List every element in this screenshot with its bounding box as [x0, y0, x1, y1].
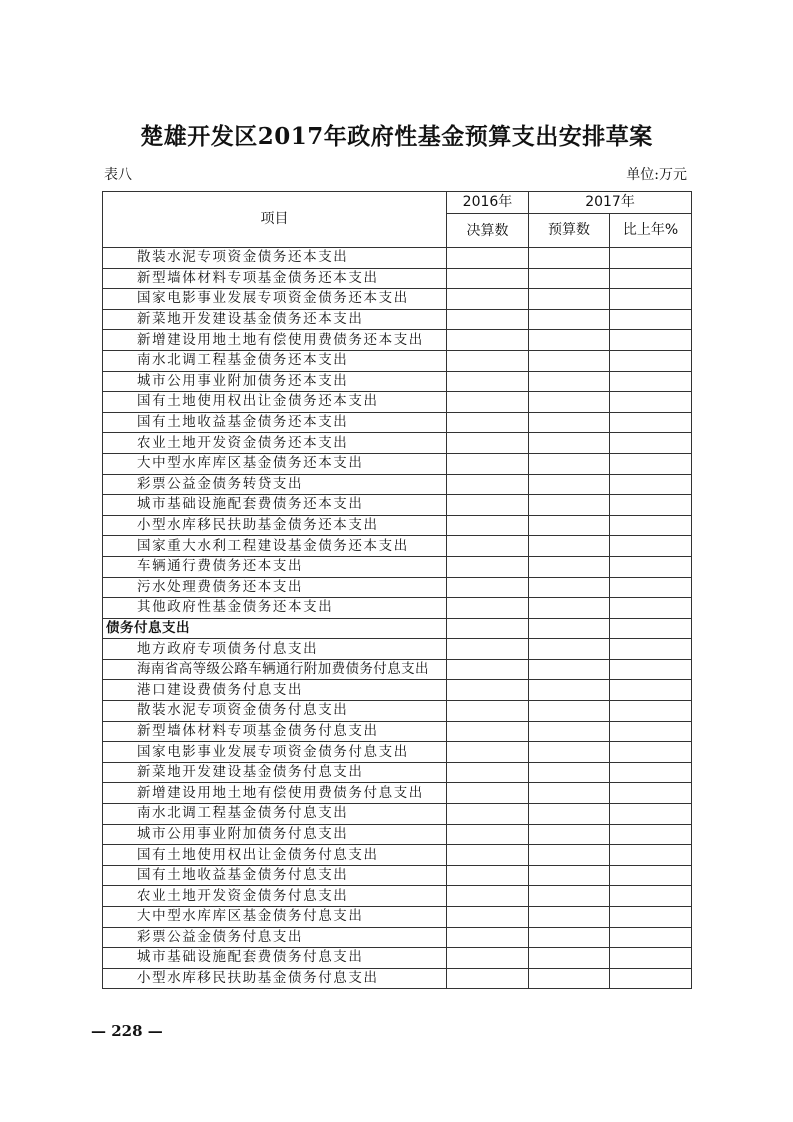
vs-last-year-cell — [610, 659, 692, 680]
vs-last-year-cell — [610, 433, 692, 454]
budget-table — [102, 191, 692, 989]
table-row — [103, 762, 692, 783]
budget-cell — [529, 453, 610, 474]
row-label: 新型墙体材料专项基金债务付息支出 — [103, 721, 447, 742]
final-accounts-cell — [447, 968, 529, 989]
table-row — [103, 804, 692, 825]
final-accounts-cell — [447, 309, 529, 330]
budget-cell — [529, 701, 610, 722]
vs-last-year-cell — [610, 907, 692, 928]
final-accounts-cell — [447, 515, 529, 536]
table-row — [103, 824, 692, 845]
row-label: 车辆通行费债务还本支出 — [103, 556, 447, 577]
table-row — [103, 598, 692, 619]
final-accounts-cell — [447, 330, 529, 351]
budget-cell — [529, 721, 610, 742]
budget-cell — [529, 433, 610, 454]
budget-cell — [529, 248, 610, 269]
budget-cell — [529, 968, 610, 989]
vs-last-year-cell — [610, 330, 692, 351]
final-accounts-cell — [447, 639, 529, 660]
vs-last-year-cell — [610, 536, 692, 557]
budget-cell — [529, 289, 610, 310]
final-accounts-cell — [447, 742, 529, 763]
table-row — [103, 495, 692, 516]
budget-cell — [529, 330, 610, 351]
final-accounts-cell — [447, 845, 529, 866]
table-row — [103, 927, 692, 948]
table-row — [103, 412, 692, 433]
budget-cell — [529, 762, 610, 783]
vs-last-year-cell — [610, 680, 692, 701]
table-row — [103, 248, 692, 269]
final-accounts-cell — [447, 721, 529, 742]
table-row — [103, 968, 692, 989]
vs-last-year-cell — [610, 495, 692, 516]
budget-cell — [529, 350, 610, 371]
row-label: 国有土地使用权出让金债务付息支出 — [103, 845, 447, 866]
row-label: 其他政府性基金债务还本支出 — [103, 598, 447, 619]
row-label: 大中型水库库区基金债务还本支出 — [103, 453, 447, 474]
vs-last-year-cell — [610, 886, 692, 907]
table-row — [103, 350, 692, 371]
vs-last-year-cell — [610, 865, 692, 886]
final-accounts-cell — [447, 618, 529, 639]
table-row — [103, 556, 692, 577]
table-row — [103, 453, 692, 474]
final-accounts-cell — [447, 948, 529, 969]
section-row — [103, 618, 692, 639]
table-row — [103, 577, 692, 598]
header-final-accounts: 决算数 — [447, 214, 529, 248]
table-row — [103, 392, 692, 413]
vs-last-year-cell — [610, 556, 692, 577]
table-body — [103, 248, 692, 989]
final-accounts-cell — [447, 536, 529, 557]
final-accounts-cell — [447, 412, 529, 433]
vs-last-year-cell — [610, 783, 692, 804]
table-row — [103, 330, 692, 351]
row-label: 南水北调工程基金债务还本支出 — [103, 350, 447, 371]
table-row — [103, 680, 692, 701]
vs-last-year-cell — [610, 927, 692, 948]
budget-cell — [529, 742, 610, 763]
budget-cell — [529, 536, 610, 557]
row-label: 城市公用事业附加债务还本支出 — [103, 371, 447, 392]
budget-cell — [529, 845, 610, 866]
budget-cell — [529, 824, 610, 845]
row-label: 国有土地使用权出让金债务还本支出 — [103, 392, 447, 413]
row-label: 新增建设用地土地有偿使用费债务还本支出 — [103, 330, 447, 351]
row-label: 污水处理费债务还本支出 — [103, 577, 447, 598]
vs-last-year-cell — [610, 350, 692, 371]
vs-last-year-cell — [610, 515, 692, 536]
row-label: 国家重大水利工程建设基金债务还本支出 — [103, 536, 447, 557]
final-accounts-cell — [447, 495, 529, 516]
table-row — [103, 907, 692, 928]
row-label: 散装水泥专项资金债务付息支出 — [103, 701, 447, 722]
vs-last-year-cell — [610, 845, 692, 866]
header-budget: 预算数 — [529, 214, 610, 248]
final-accounts-cell — [447, 268, 529, 289]
final-accounts-cell — [447, 289, 529, 310]
row-label: 港口建设费债务付息支出 — [103, 680, 447, 701]
final-accounts-cell — [447, 927, 529, 948]
final-accounts-cell — [447, 248, 529, 269]
table-row — [103, 289, 692, 310]
final-accounts-cell — [447, 804, 529, 825]
budget-cell — [529, 907, 610, 928]
row-label: 城市基础设施配套费债务付息支出 — [103, 948, 447, 969]
final-accounts-cell — [447, 783, 529, 804]
budget-cell — [529, 392, 610, 413]
row-label: 城市公用事业附加债务付息支出 — [103, 824, 447, 845]
budget-cell — [529, 268, 610, 289]
header-vs-last-year: 比上年% — [610, 214, 692, 248]
vs-last-year-cell — [610, 371, 692, 392]
vs-last-year-cell — [610, 474, 692, 495]
vs-last-year-cell — [610, 639, 692, 660]
row-label: 新菜地开发建设基金债务付息支出 — [103, 762, 447, 783]
table-row — [103, 948, 692, 969]
budget-cell — [529, 948, 610, 969]
row-label: 债务付息支出 — [103, 618, 447, 639]
table-row — [103, 886, 692, 907]
table-number: 表八 — [104, 167, 132, 183]
row-label: 海南省高等级公路车辆通行附加费债务付息支出 — [103, 659, 447, 680]
budget-cell — [529, 556, 610, 577]
unit-label: 单位:万元 — [626, 167, 687, 183]
budget-cell — [529, 309, 610, 330]
budget-cell — [529, 618, 610, 639]
final-accounts-cell — [447, 701, 529, 722]
table-row — [103, 659, 692, 680]
row-label: 国有土地收益基金债务还本支出 — [103, 412, 447, 433]
vs-last-year-cell — [610, 392, 692, 413]
table-row — [103, 515, 692, 536]
table-row — [103, 845, 692, 866]
vs-last-year-cell — [610, 824, 692, 845]
header-item: 项目 — [103, 192, 447, 248]
vs-last-year-cell — [610, 762, 692, 783]
row-label: 城市基础设施配套费债务还本支出 — [103, 495, 447, 516]
budget-cell — [529, 680, 610, 701]
final-accounts-cell — [447, 556, 529, 577]
vs-last-year-cell — [610, 742, 692, 763]
budget-cell — [529, 577, 610, 598]
row-label: 农业土地开发资金债务付息支出 — [103, 886, 447, 907]
table-row — [103, 865, 692, 886]
vs-last-year-cell — [610, 289, 692, 310]
final-accounts-cell — [447, 433, 529, 454]
budget-cell — [529, 783, 610, 804]
row-label: 国有土地收益基金债务付息支出 — [103, 865, 447, 886]
row-label: 新菜地开发建设基金债务还本支出 — [103, 309, 447, 330]
row-label: 大中型水库库区基金债务付息支出 — [103, 907, 447, 928]
header-year-2016: 2016年 — [447, 192, 529, 214]
final-accounts-cell — [447, 865, 529, 886]
row-label: 新型墙体材料专项基金债务还本支出 — [103, 268, 447, 289]
budget-cell — [529, 412, 610, 433]
vs-last-year-cell — [610, 618, 692, 639]
row-label: 国家电影事业发展专项资金债务付息支出 — [103, 742, 447, 763]
row-label: 农业土地开发资金债务还本支出 — [103, 433, 447, 454]
final-accounts-cell — [447, 762, 529, 783]
vs-last-year-cell — [610, 948, 692, 969]
table-row — [103, 268, 692, 289]
vs-last-year-cell — [610, 309, 692, 330]
table-row — [103, 474, 692, 495]
budget-cell — [529, 886, 610, 907]
final-accounts-cell — [447, 453, 529, 474]
final-accounts-cell — [447, 350, 529, 371]
budget-cell — [529, 515, 610, 536]
table-row — [103, 309, 692, 330]
vs-last-year-cell — [610, 598, 692, 619]
final-accounts-cell — [447, 824, 529, 845]
table-row — [103, 783, 692, 804]
page-number: — 228 — — [91, 1022, 163, 1040]
final-accounts-cell — [447, 907, 529, 928]
final-accounts-cell — [447, 659, 529, 680]
final-accounts-cell — [447, 392, 529, 413]
table-row — [103, 536, 692, 557]
row-label: 彩票公益金债务转贷支出 — [103, 474, 447, 495]
vs-last-year-cell — [610, 248, 692, 269]
vs-last-year-cell — [610, 968, 692, 989]
budget-cell — [529, 927, 610, 948]
row-label: 国家电影事业发展专项资金债务还本支出 — [103, 289, 447, 310]
vs-last-year-cell — [610, 577, 692, 598]
vs-last-year-cell — [610, 701, 692, 722]
row-label: 小型水库移民扶助基金债务付息支出 — [103, 968, 447, 989]
table-row — [103, 721, 692, 742]
final-accounts-cell — [447, 598, 529, 619]
vs-last-year-cell — [610, 721, 692, 742]
row-label: 南水北调工程基金债务付息支出 — [103, 804, 447, 825]
vs-last-year-cell — [610, 804, 692, 825]
vs-last-year-cell — [610, 412, 692, 433]
row-label: 彩票公益金债务付息支出 — [103, 927, 447, 948]
budget-cell — [529, 659, 610, 680]
header-year-2017: 2017年 — [529, 192, 692, 214]
table-row — [103, 433, 692, 454]
table-row — [103, 371, 692, 392]
final-accounts-cell — [447, 886, 529, 907]
budget-cell — [529, 371, 610, 392]
row-label: 新增建设用地土地有偿使用费债务付息支出 — [103, 783, 447, 804]
final-accounts-cell — [447, 474, 529, 495]
budget-cell — [529, 639, 610, 660]
budget-cell — [529, 474, 610, 495]
row-label: 地方政府专项债务付息支出 — [103, 639, 447, 660]
budget-cell — [529, 804, 610, 825]
vs-last-year-cell — [610, 268, 692, 289]
budget-cell — [529, 865, 610, 886]
final-accounts-cell — [447, 577, 529, 598]
table-row — [103, 701, 692, 722]
final-accounts-cell — [447, 680, 529, 701]
final-accounts-cell — [447, 371, 529, 392]
table-row — [103, 639, 692, 660]
vs-last-year-cell — [610, 453, 692, 474]
budget-cell — [529, 495, 610, 516]
page-title: 楚雄开发区2017年政府性基金预算支出安排草案 — [140, 123, 653, 150]
budget-cell — [529, 598, 610, 619]
row-label: 散装水泥专项资金债务还本支出 — [103, 248, 447, 269]
table-row — [103, 742, 692, 763]
row-label: 小型水库移民扶助基金债务还本支出 — [103, 515, 447, 536]
